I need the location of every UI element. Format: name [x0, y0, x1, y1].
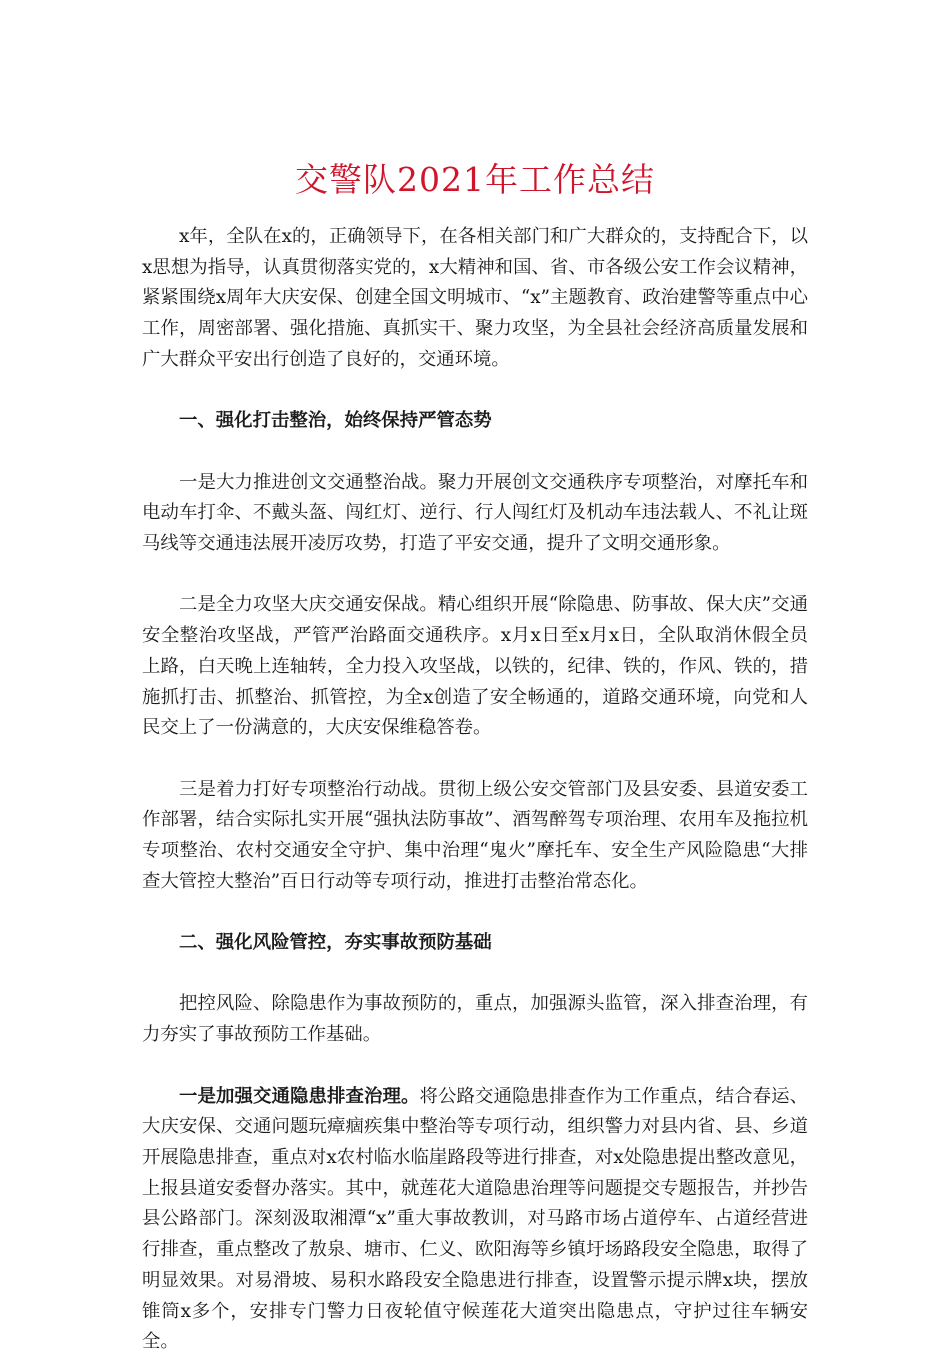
section1-paragraph-1: 一是大力推进创文交通整治战。聚力开展创文交通秩序专项整治，对摩托车和电动车打伞、不戴头盔、闯红灯、逆行、行人闯红灯及机动车违法载人、不礼让斑马线等交通违法展开凌厉攻势，打造了平安交通，提升了文明交通形象。: [142, 471, 808, 554]
spacer: [142, 897, 808, 928]
document-title: 交警队2021年工作总结: [295, 160, 655, 199]
section1-heading: 一、强化打击整治，始终保持严管态势: [179, 410, 492, 432]
section2-heading: 二、强化风险管控，夯实事故预防基础: [179, 932, 492, 954]
spacer: [142, 959, 808, 990]
section2-paragraph-1: 把控风险、除隐患作为事故预防的，重点，加强源头监管，深入排查治理，有力夯实了事故预防工作基础。: [142, 993, 808, 1046]
document-body: [142, 222, 808, 1358]
spacer: [142, 744, 808, 775]
paragraph-lead-text: 一是加强交通隐患排查治理。: [179, 1085, 420, 1107]
paragraph-body-text: 将公路交通隐患排查作为工作重点，结合春运、大庆安保、交通问题玩瘴痼疾集中整治等专项行动，组织警力对县内省、县、乡道开展隐患排查，重点对x农村临水临崖路段等进行排查，对x处隐患提出整改意见，上报县道安委督办落实。其中，就莲花大道隐患治理等问题提交专题报告，并抄告县公路部门。深刻汲取湘潭“x”重大事故教训，对马路市场占道停车、占道经营进行排查，重点整改了敖泉、塘市、仁义、欧阳海等乡镇圩场路段安全隐患，取得了明显效果。对易滑坡、易积水路段安全隐患进行排查，设置警示提示牌x块，摆放锥筒x多个，安排专门警力日夜轮值守候莲花大道突出隐患点，守护过往车辆安全。: [142, 1085, 808, 1353]
section1-paragraph-2: 二是全力攻坚大庆交通安保战。精心组织开展“除隐患、防事故、保大庆”交通安全整治攻坚战，严管严治路面交通秩序。x月x日至x月x日，全队取消休假全员上路，白天晚上连轴转，全力投入攻坚战，以铁的，纪律、铁的，作风、铁的，措施抓打击、抓整治、抓管控，为全x创造了安全畅通的，道路交通环境，向党和人民交上了一份满意的，大庆安保维稳答卷。: [142, 594, 808, 739]
spacer: [142, 437, 808, 468]
section2-paragraph-2: [142, 1082, 808, 1358]
spacer: [142, 1051, 808, 1082]
spacer: [142, 560, 808, 591]
intro-paragraph: x年，全队在x的，正确领导下，在各相关部门和广大群众的，支持配合下，以x思想为指导，认真贯彻落实党的，x大精神和国、省、市各级公安工作会议精神，紧紧围绕x周年大庆安保、创建全国文明城市、“x”主题教育、政治建警等重点中心工作，周密部署、强化措施、真抓实干、聚力攻坚，为全县社会经济高质量发展和广大群众平安出行创造了良好的，交通环境。: [142, 226, 808, 370]
section1-paragraph-3: 三是着力打好专项整治行动战。贯彻上级公安交管部门及县安委、县道安委工作部署，结合实际扎实开展“强执法防事故”、酒驾醉驾专项治理、农用车及拖拉机专项整治、农村交通安全守护、集中治理“鬼火”摩托车、安全生产风险隐患“大排查大管控大整治”百日行动等专项行动，推进打击整治常态化。: [142, 778, 808, 892]
spacer: [142, 376, 808, 407]
